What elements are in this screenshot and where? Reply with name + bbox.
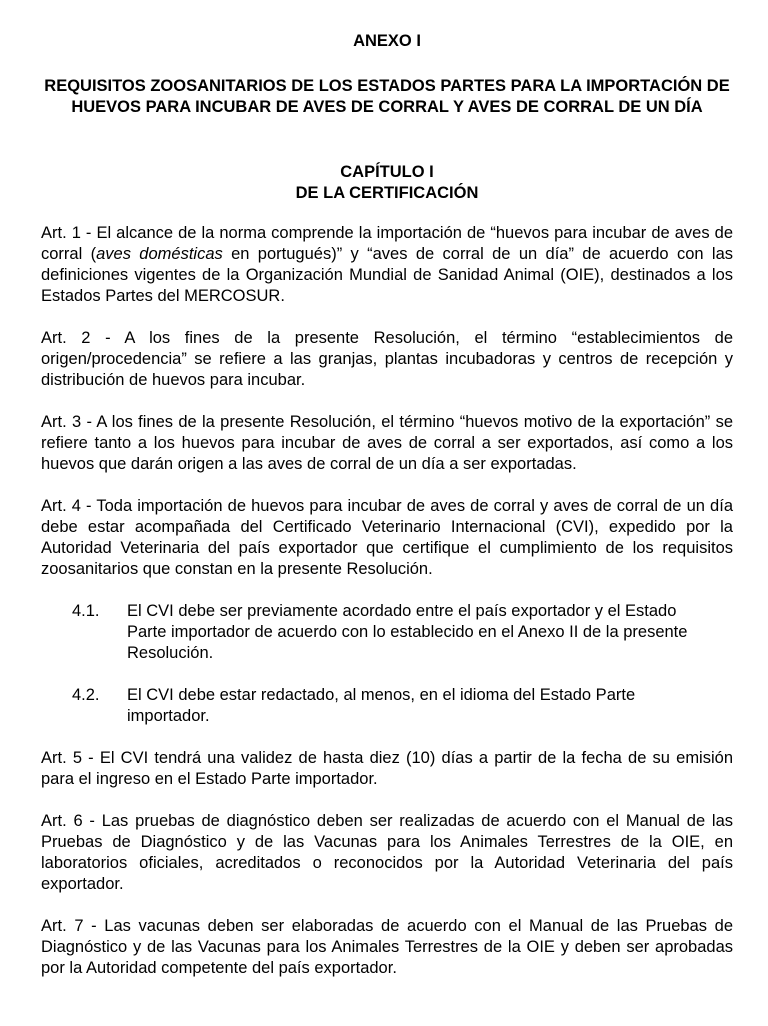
subsection-text: El CVI debe estar redactado, al menos, en el idioma del Estado Parte importador.: [127, 686, 636, 725]
chapter-heading: [41, 162, 733, 204]
annex-heading: ANEXO I: [353, 32, 421, 50]
article-6: Art. 6 - Las pruebas de diagnóstico deben ser realizadas de acuerdo con el Manual de las Pruebas de Diagnóstico y de las Vacunas para los Animales Terrestres de la OIE, en laboratorios oficiales, acreditados o reconocidos por la Autoridad Veterinaria del país exportador.: [41, 812, 733, 893]
subsection-4-1: [72, 601, 733, 664]
article-7: Art. 7 - Las vacunas deben ser elaboradas de acuerdo con el Manual de las Pruebas de Diagnóstico y de las Vacunas para los Animales Terrestres de la OIE y deben ser aprobadas por la Autoridad competente del país exportador.: [41, 917, 733, 977]
subsection-number: 4.1.: [72, 602, 100, 620]
subsection-number: 4.2.: [72, 686, 100, 704]
subsection-4-2: [72, 685, 733, 727]
chapter-name: DE LA CERTIFICACIÓN: [295, 184, 479, 202]
chapter-number: CAPÍTULO I: [340, 163, 434, 181]
article-2: Art. 2 - A los fines de la presente Resolución, el término “establecimientos de origen/procedencia” se refiere a las granjas, plantas incubadoras y centros de recepción y distribución de huevos para incubar.: [41, 329, 733, 389]
article-3: Art. 3 - A los fines de la presente Resolución, el término “huevos motivo de la exportación” se refiere tanto a los huevos para incubar de aves de corral a ser exportados, así como a los huevos que darán origen a las aves de corral de un día a ser exportadas.: [41, 413, 733, 473]
article-5: Art. 5 - El CVI tendrá una validez de hasta diez (10) días a partir de la fecha de su emisión para el ingreso en el Estado Parte importador.: [41, 749, 733, 788]
article-1-italic-term: aves domésticas: [96, 245, 223, 263]
subsection-text: El CVI debe ser previamente acordado entre el país exportador y el Estado Parte importador de acuerdo con lo establecido en el Anexo II de la presente Resolución.: [127, 602, 688, 662]
article-1-text-end: en portugués)” y “aves de corral de un día” de acuerdo con las definiciones vigentes de la Organización Mundial de Sanidad Animal (OIE), destinados a los Estados Partes del MERCOSUR.: [41, 245, 733, 305]
document-title: REQUISITOS ZOOSANITARIOS DE LOS ESTADOS PARTES PARA LA IMPORTACIÓN DE HUEVOS PARA INCUBAR DE AVES DE CORRAL Y AVES DE CORRAL DE UN DÍA: [44, 77, 730, 116]
article-1: [41, 223, 733, 307]
article-1-text-start: Art. 1 - El alcance de la norma comprende la importación de “huevos para incubar de aves de corral (: [41, 224, 733, 263]
article-4: Art. 4 - Toda importación de huevos para incubar de aves de corral y aves de corral de un día debe estar acompañada del Certificado Veterinario Internacional (CVI), expedido por la Autoridad Veterinaria del país exportador que certifique el cumplimiento de los requisitos zoosanitarios que constan en la presente Resolución.: [41, 497, 733, 578]
document-page: [41, 31, 733, 979]
